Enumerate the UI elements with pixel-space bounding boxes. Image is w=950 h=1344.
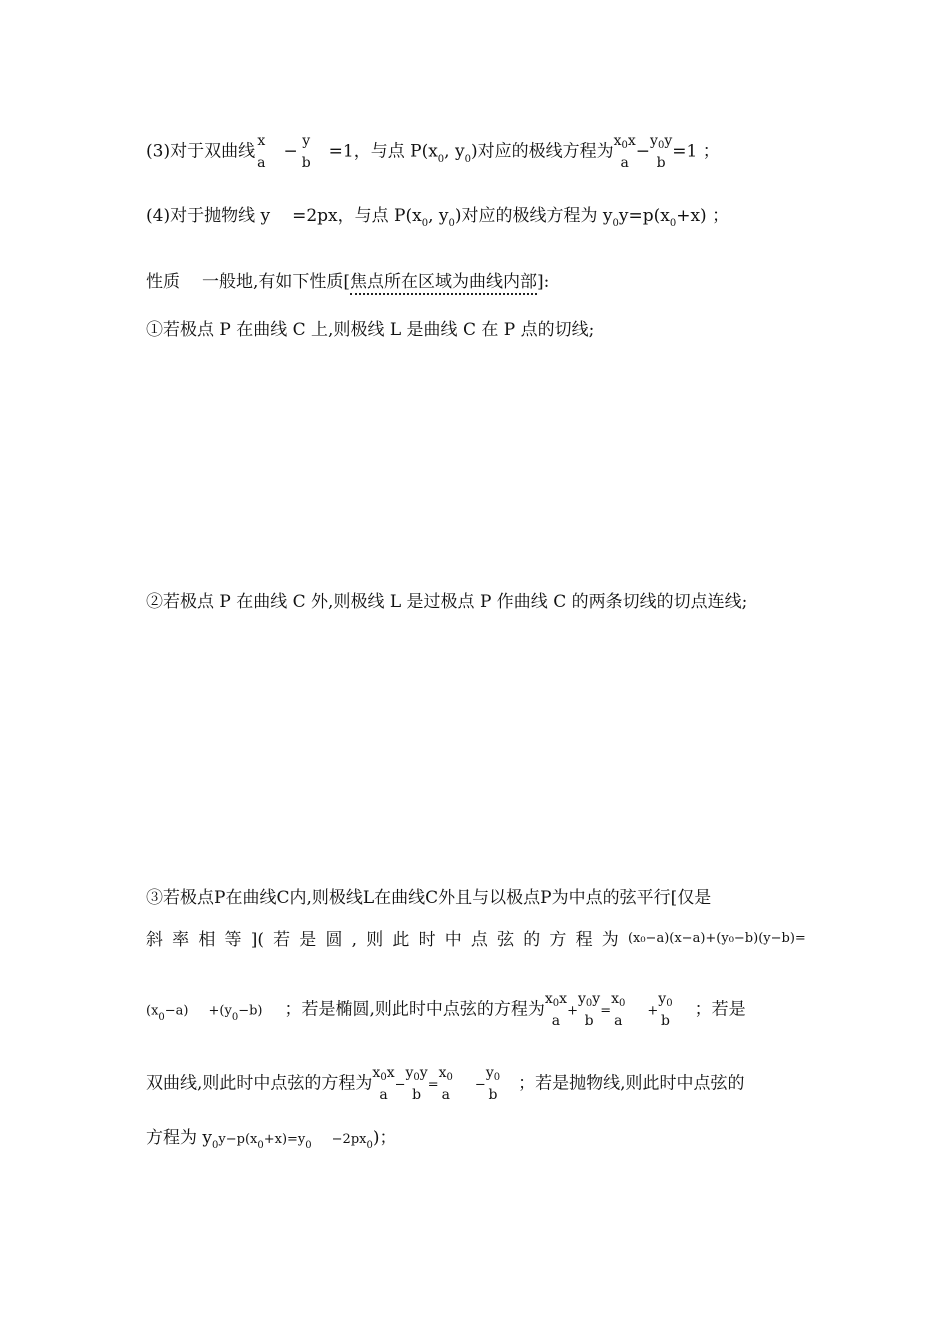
text: =1，与点 P(x [328, 141, 438, 162]
fraction: $y_0$ b [485, 1065, 501, 1103]
item-2: ②若极点 P 在曲线 C 外,则极线 L 是过极点 P 作曲线 C 的两条切线的切点连线; [146, 592, 748, 612]
fraction: $x_0x$ a [544, 991, 568, 1029]
item-3-line-3: $(x_0-a) +(y_0-b)$ ；若是椭圆,则此时中点弦的方程为 $x_0x$ a + $y_0y$ b = $x_0$ a + $y_0$ b ；若是 [146, 991, 746, 1029]
minus: − [283, 141, 298, 162]
property-heading: 性质 一般地,有如下性质[焦点所在区域为曲线内部]: [146, 274, 549, 291]
item-3-line-4: 双曲线,则此时中点弦的方程为 $x_0x$ a − $y_0y$ b = $x_0$ a − $y_0$ b ；若是抛物线,则此时中点弦的 [146, 1065, 745, 1103]
fraction: $x_0$ a [611, 991, 626, 1029]
fraction: $x_0$ a [438, 1065, 453, 1103]
fraction: $y_0y$ b [650, 133, 673, 171]
item-3-line-5: 方程为 $y_0y-p(x_0+x)=y_0 -2px_0$)； [146, 1128, 397, 1151]
property-label: 性质 [146, 272, 180, 292]
fraction: $y_0y$ b [577, 991, 601, 1029]
item-1: ①若极点 P 在曲线 C 上,则极线 L 是曲线 C 在 P 点的切线; [146, 320, 595, 340]
fraction: y b [301, 133, 311, 171]
fraction: $x_0x$ a [372, 1065, 395, 1103]
fraction: $y_0y$ b [405, 1065, 428, 1103]
paragraph-3: (3)对于双曲线 x a − y b =1，与点 $P(x_0$, $y_0$)对应的极线方程为 $x_0x$ a − $y_0y$ b =1 ； [146, 133, 720, 171]
paragraph-4: (4)对于抛物线 y =2px，与点 $P(x_0$, $y_0$)对应的极线方程为 $y_0y=p(x_0+x)$ ； [146, 206, 730, 229]
fraction: $y_0$ b [658, 991, 673, 1029]
fraction: $x_0x$ a [613, 133, 636, 171]
emphasis-text: 焦点所在区域为曲线内部 [350, 272, 537, 295]
item-3-line-1: ③若极点P在曲线C内,则极线L在曲线C外且与以极点P为中点的弦平行[仅是 [146, 888, 712, 908]
text: (3)对于双曲线 [146, 141, 256, 162]
fraction: x a [257, 133, 266, 171]
item-3-line-2: 斜 率 相 等 ]( 若 是 圆 , 则 此 时 中 点 弦 的 方 程 为 (x₀−a)(x−a)+(y₀−b)(y−b)= [146, 930, 806, 950]
